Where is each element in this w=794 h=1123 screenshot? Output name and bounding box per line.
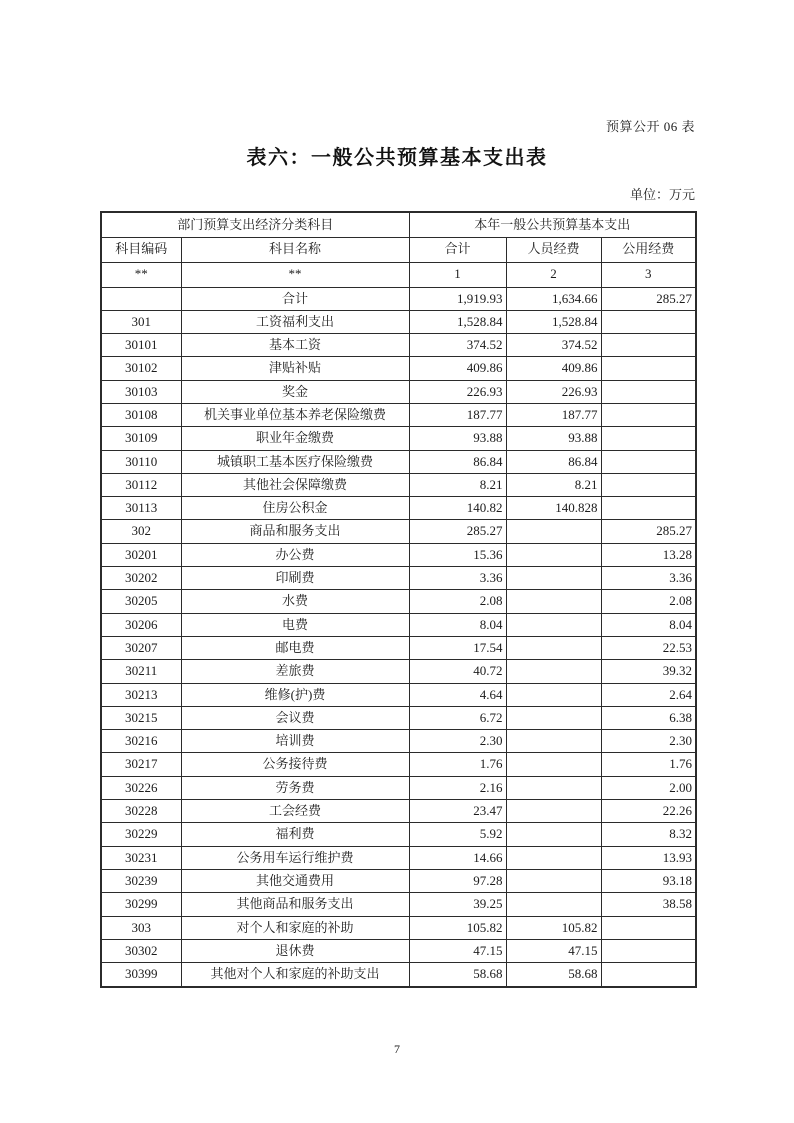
- cell-subject-name: 公务用车运行维护费: [181, 846, 409, 869]
- cell-subject-name: 其他社会保障缴费: [181, 473, 409, 496]
- table-row: [101, 590, 696, 613]
- table-row: [101, 683, 696, 706]
- doc-label: 预算公开 06 表: [605, 119, 695, 134]
- header-group-economic-classification: 部门预算支出经济分类科目: [101, 212, 409, 237]
- table-row: [101, 753, 696, 776]
- cell-subject-code: 302: [101, 520, 181, 543]
- cell-personnel-cost: [506, 613, 601, 636]
- cell-public-cost: 22.26: [601, 800, 696, 823]
- cell-subject-name: 职业年金缴费: [181, 427, 409, 450]
- cell-total: 2.16: [409, 776, 506, 799]
- cell-subject-code: 30113: [101, 497, 181, 520]
- cell-subject-name: 其他商品和服务支出: [181, 893, 409, 916]
- cell-subject-name: 退休费: [181, 939, 409, 962]
- column-header-personnel-cost: 人员经费: [506, 237, 601, 262]
- table-row: [101, 450, 696, 473]
- cell-public-cost: 285.27: [601, 520, 696, 543]
- cell-personnel-cost: [506, 893, 601, 916]
- table-row: [101, 567, 696, 590]
- cell-total: 17.54: [409, 636, 506, 659]
- budget-table: [100, 211, 697, 988]
- table-row: [101, 473, 696, 496]
- header-columns-row: [101, 237, 696, 262]
- table-row: [101, 497, 696, 520]
- cell-subject-code: 30231: [101, 846, 181, 869]
- cell-subject-code: 301: [101, 310, 181, 333]
- table-row: [101, 939, 696, 962]
- cell-subject-code: 30229: [101, 823, 181, 846]
- cell-public-cost: 39.32: [601, 660, 696, 683]
- cell-personnel-cost: [506, 567, 601, 590]
- page-number: 7: [394, 1042, 400, 1056]
- cell-subject-code: 30217: [101, 753, 181, 776]
- cell-public-cost: [601, 357, 696, 380]
- cell-subject-name: 其他交通费用: [181, 869, 409, 892]
- cell-total: 14.66: [409, 846, 506, 869]
- index-cell: 1: [409, 262, 506, 287]
- cell-total: 40.72: [409, 660, 506, 683]
- cell-total: 93.88: [409, 427, 506, 450]
- cell-personnel-cost: 8.21: [506, 473, 601, 496]
- table-row: [101, 706, 696, 729]
- cell-subject-name: 对个人和家庭的补助: [181, 916, 409, 939]
- page-title: 表六：一般公共预算基本支出表: [246, 147, 548, 169]
- cell-public-cost: 93.18: [601, 869, 696, 892]
- cell-total: 1.76: [409, 753, 506, 776]
- table-row: [101, 636, 696, 659]
- cell-personnel-cost: 86.84: [506, 450, 601, 473]
- cell-total: 47.15: [409, 939, 506, 962]
- cell-subject-code: 30103: [101, 380, 181, 403]
- cell-subject-code: 30213: [101, 683, 181, 706]
- cell-subject-name: 印刷费: [181, 567, 409, 590]
- table-row: [101, 846, 696, 869]
- cell-public-cost: [601, 939, 696, 962]
- cell-personnel-cost: [506, 846, 601, 869]
- cell-subject-code: 30206: [101, 613, 181, 636]
- cell-public-cost: [601, 380, 696, 403]
- cell-subject-name: 津贴补贴: [181, 357, 409, 380]
- cell-public-cost: 13.28: [601, 543, 696, 566]
- cell-subject-name: 城镇职工基本医疗保险缴费: [181, 450, 409, 473]
- cell-personnel-cost: 93.88: [506, 427, 601, 450]
- cell-total: 409.86: [409, 357, 506, 380]
- cell-public-cost: [601, 497, 696, 520]
- cell-personnel-cost: 47.15: [506, 939, 601, 962]
- cell-subject-code: 30110: [101, 450, 181, 473]
- cell-personnel-cost: [506, 800, 601, 823]
- cell-total: 140.82: [409, 497, 506, 520]
- cell-personnel-cost: [506, 590, 601, 613]
- cell-personnel-cost: 187.77: [506, 403, 601, 426]
- cell-subject-name: 住房公积金: [181, 497, 409, 520]
- header-group-current-year-basic-expenditure: 本年一般公共预算基本支出: [409, 212, 696, 237]
- cell-total: 6.72: [409, 706, 506, 729]
- cell-subject-code: 30202: [101, 567, 181, 590]
- table-body: [101, 287, 696, 987]
- cell-subject-name: 工资福利支出: [181, 310, 409, 333]
- cell-subject-name: 水费: [181, 590, 409, 613]
- header-group-row: [101, 212, 696, 237]
- table-header: [101, 212, 696, 287]
- cell-total: 1,528.84: [409, 310, 506, 333]
- table-row: [101, 334, 696, 357]
- cell-total: 5.92: [409, 823, 506, 846]
- cell-total: 4.64: [409, 683, 506, 706]
- cell-personnel-cost: [506, 660, 601, 683]
- table-row: [101, 380, 696, 403]
- cell-public-cost: [601, 334, 696, 357]
- table-row: [101, 869, 696, 892]
- cell-subject-name: 其他对个人和家庭的补助支出: [181, 963, 409, 987]
- cell-subject-code: 30102: [101, 357, 181, 380]
- cell-total: 187.77: [409, 403, 506, 426]
- cell-subject-code: 30101: [101, 334, 181, 357]
- table-row: [101, 403, 696, 426]
- cell-public-cost: 2.08: [601, 590, 696, 613]
- table-row: [101, 730, 696, 753]
- cell-public-cost: 22.53: [601, 636, 696, 659]
- cell-total: 3.36: [409, 567, 506, 590]
- cell-personnel-cost: [506, 636, 601, 659]
- cell-subject-name: 维修(护)费: [181, 683, 409, 706]
- cell-subject-name: 基本工资: [181, 334, 409, 357]
- cell-subject-code: 30299: [101, 893, 181, 916]
- cell-public-cost: [601, 403, 696, 426]
- cell-personnel-cost: [506, 869, 601, 892]
- cell-personnel-cost: [506, 543, 601, 566]
- cell-subject-code: 303: [101, 916, 181, 939]
- cell-personnel-cost: 226.93: [506, 380, 601, 403]
- cell-subject-code: 30205: [101, 590, 181, 613]
- cell-personnel-cost: 105.82: [506, 916, 601, 939]
- cell-subject-code: 30239: [101, 869, 181, 892]
- cell-personnel-cost: [506, 683, 601, 706]
- cell-subject-code: 30211: [101, 660, 181, 683]
- cell-subject-name: 会议费: [181, 706, 409, 729]
- table-row: [101, 310, 696, 333]
- cell-subject-code: 30109: [101, 427, 181, 450]
- cell-personnel-cost: [506, 730, 601, 753]
- index-cell: 2: [506, 262, 601, 287]
- cell-personnel-cost: 409.86: [506, 357, 601, 380]
- header-index-row: [101, 262, 696, 287]
- cell-subject-code: 30302: [101, 939, 181, 962]
- cell-personnel-cost: [506, 706, 601, 729]
- cell-personnel-cost: 58.68: [506, 963, 601, 987]
- cell-personnel-cost: 374.52: [506, 334, 601, 357]
- cell-total: 2.08: [409, 590, 506, 613]
- cell-personnel-cost: 1,634.66: [506, 287, 601, 310]
- cell-personnel-cost: [506, 753, 601, 776]
- cell-total: 97.28: [409, 869, 506, 892]
- cell-subject-code: 30201: [101, 543, 181, 566]
- cell-subject-name: 商品和服务支出: [181, 520, 409, 543]
- cell-subject-name: 邮电费: [181, 636, 409, 659]
- cell-personnel-cost: 1,528.84: [506, 310, 601, 333]
- index-cell: 3: [601, 262, 696, 287]
- cell-total: 58.68: [409, 963, 506, 987]
- cell-subject-name: 电费: [181, 613, 409, 636]
- cell-public-cost: 2.30: [601, 730, 696, 753]
- cell-subject-code: [101, 287, 181, 310]
- cell-total: 39.25: [409, 893, 506, 916]
- cell-total: 86.84: [409, 450, 506, 473]
- cell-public-cost: 38.58: [601, 893, 696, 916]
- table-row: [101, 357, 696, 380]
- cell-subject-name: 劳务费: [181, 776, 409, 799]
- cell-subject-code: 30215: [101, 706, 181, 729]
- cell-public-cost: 13.93: [601, 846, 696, 869]
- cell-personnel-cost: [506, 823, 601, 846]
- cell-total: 1,919.93: [409, 287, 506, 310]
- cell-personnel-cost: [506, 776, 601, 799]
- cell-public-cost: [601, 427, 696, 450]
- table-row: [101, 963, 696, 987]
- cell-subject-name: 机关事业单位基本养老保险缴费: [181, 403, 409, 426]
- table-row: [101, 287, 696, 310]
- cell-subject-code: 30112: [101, 473, 181, 496]
- cell-total: 2.30: [409, 730, 506, 753]
- cell-public-cost: [601, 963, 696, 987]
- cell-public-cost: 8.32: [601, 823, 696, 846]
- column-header-public-cost: 公用经费: [601, 237, 696, 262]
- cell-public-cost: 1.76: [601, 753, 696, 776]
- cell-personnel-cost: [506, 520, 601, 543]
- cell-public-cost: [601, 473, 696, 496]
- cell-public-cost: [601, 916, 696, 939]
- column-header-subject-name: 科目名称: [181, 237, 409, 262]
- table-row: [101, 776, 696, 799]
- cell-total: 285.27: [409, 520, 506, 543]
- cell-subject-name: 差旅费: [181, 660, 409, 683]
- cell-total: 8.21: [409, 473, 506, 496]
- cell-subject-code: 30399: [101, 963, 181, 987]
- table-row: [101, 893, 696, 916]
- cell-total: 23.47: [409, 800, 506, 823]
- index-cell: **: [181, 262, 409, 287]
- cell-subject-code: 30228: [101, 800, 181, 823]
- cell-public-cost: 8.04: [601, 613, 696, 636]
- cell-subject-name: 办公费: [181, 543, 409, 566]
- column-header-total: 合计: [409, 237, 506, 262]
- cell-subject-code: 30226: [101, 776, 181, 799]
- cell-subject-name: 公务接待费: [181, 753, 409, 776]
- cell-subject-name: 奖金: [181, 380, 409, 403]
- cell-public-cost: 2.64: [601, 683, 696, 706]
- table-row: [101, 660, 696, 683]
- cell-total: 374.52: [409, 334, 506, 357]
- column-header-subject-code: 科目编码: [101, 237, 181, 262]
- cell-subject-name: 培训费: [181, 730, 409, 753]
- index-cell: **: [101, 262, 181, 287]
- table-row: [101, 613, 696, 636]
- cell-public-cost: 2.00: [601, 776, 696, 799]
- cell-total: 15.36: [409, 543, 506, 566]
- unit-label: 单位：万元: [629, 187, 695, 202]
- table-row: [101, 543, 696, 566]
- table-row: [101, 520, 696, 543]
- table-row: [101, 916, 696, 939]
- table-row: [101, 800, 696, 823]
- table-row: [101, 427, 696, 450]
- cell-subject-name: 合计: [181, 287, 409, 310]
- cell-personnel-cost: 140.828: [506, 497, 601, 520]
- cell-subject-name: 工会经费: [181, 800, 409, 823]
- cell-public-cost: [601, 310, 696, 333]
- cell-total: 226.93: [409, 380, 506, 403]
- cell-subject-name: 福利费: [181, 823, 409, 846]
- cell-public-cost: 6.38: [601, 706, 696, 729]
- cell-public-cost: 3.36: [601, 567, 696, 590]
- cell-total: 105.82: [409, 916, 506, 939]
- cell-public-cost: [601, 450, 696, 473]
- cell-subject-code: 30207: [101, 636, 181, 659]
- table-row: [101, 823, 696, 846]
- cell-total: 8.04: [409, 613, 506, 636]
- cell-subject-code: 30108: [101, 403, 181, 426]
- cell-subject-code: 30216: [101, 730, 181, 753]
- cell-public-cost: 285.27: [601, 287, 696, 310]
